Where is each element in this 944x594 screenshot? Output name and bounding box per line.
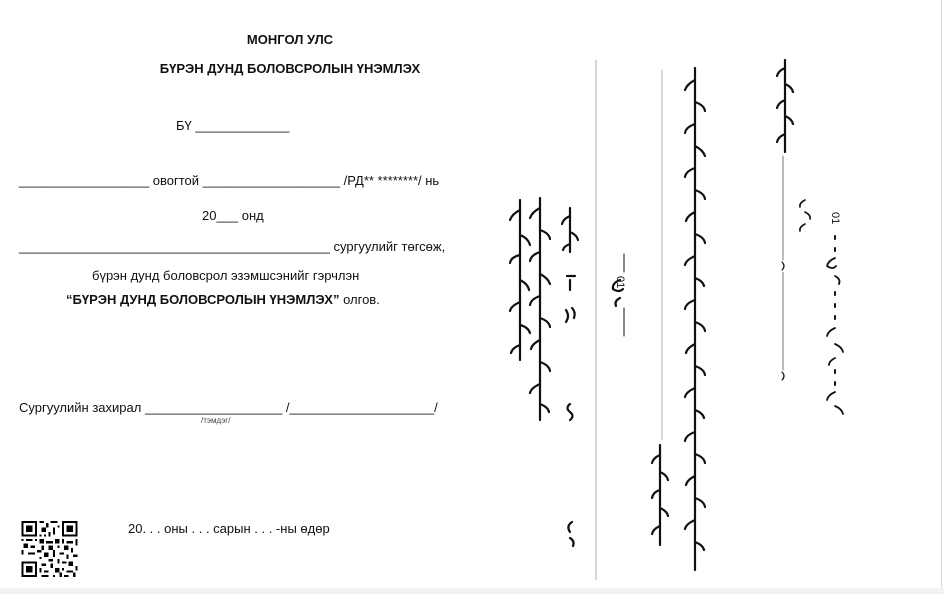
awarded-suffix: олгов. bbox=[339, 292, 380, 307]
awarded-line bbox=[66, 292, 380, 308]
stamp-label: /тэмдэг/ bbox=[201, 416, 231, 425]
page-bottom-edge bbox=[0, 588, 944, 594]
confirmation-line: бүрэн дунд боловсрол эзэмшсэнийг гэрчлэн bbox=[92, 268, 360, 283]
svg-text:01: 01 bbox=[614, 276, 626, 289]
certificate-title: БҮРЭН ДУНД БОЛОВСРОЛЫН ҮНЭМЛЭХ bbox=[159, 61, 421, 76]
school-line: ___________________________________________ сургуулийг төгсөж, bbox=[19, 239, 446, 254]
svg-text:01: 01 bbox=[829, 212, 841, 225]
issue-date-line: 20. . . оны . . . сарын . . . -ны өдөр bbox=[128, 521, 330, 536]
certificate-number-line: БҮ _____________ bbox=[176, 118, 290, 133]
graduation-year-line: 20___ онд bbox=[202, 208, 264, 223]
holder-name-line: __________________ овогтой ___________________ /РД** ********/ нь bbox=[19, 173, 440, 188]
qr-code-icon bbox=[19, 521, 80, 577]
awarded-title: “БҮРЭН ДУНД БОЛОВСРОЛЫН ҮНЭМЛЭХ” bbox=[66, 292, 340, 307]
page-edge bbox=[941, 0, 942, 594]
country-title: МОНГОЛ УЛС bbox=[246, 32, 334, 47]
director-signature-line: Сургуулийн захирал ___________________ /____________________/ bbox=[19, 400, 438, 415]
mongolian-script-text bbox=[490, 40, 870, 580]
